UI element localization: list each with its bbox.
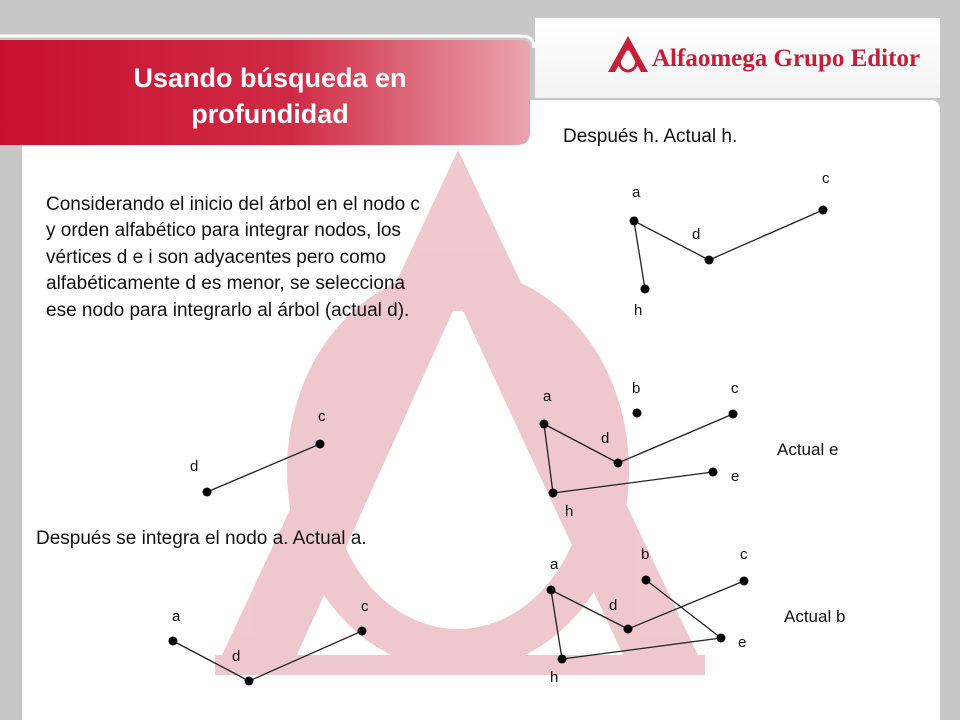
g2-node-a	[169, 637, 178, 646]
g4-label-h: h	[565, 503, 574, 520]
g5-label-b: b	[641, 546, 650, 563]
body-line-4: alfabéticamente d es menor, se selecciona	[46, 273, 406, 294]
g4-edge-a-h	[544, 424, 553, 493]
g4-label-e: e	[731, 468, 740, 485]
g3-node-h	[641, 285, 650, 294]
g4-node-b	[633, 409, 642, 418]
g5-node-e	[717, 634, 726, 643]
g2-label-d: d	[232, 648, 241, 665]
body-line-1: Considerando el inicio del árbol en el nodo c	[46, 194, 420, 215]
g4-label-a: a	[543, 388, 552, 405]
graph-nodes	[169, 206, 828, 686]
g3-label-h: h	[634, 302, 643, 319]
g5-node-b	[642, 576, 651, 585]
g2-label-c: c	[361, 598, 369, 615]
g4-node-a	[540, 420, 549, 429]
body-line-5: ese nodo para integrarlo al árbol (actual d).	[46, 300, 410, 321]
caption-after-a: Después se integra el nodo a. Actual a.	[36, 528, 367, 549]
g4-node-e	[709, 468, 718, 477]
graph-edges	[173, 210, 823, 681]
g5-label-a: a	[550, 556, 559, 573]
slide-title-line1: Usando búsqueda en	[133, 63, 407, 93]
g5-node-d	[624, 625, 633, 634]
g5-edge-a-h	[551, 590, 562, 659]
g5-label-d: d	[609, 597, 618, 614]
g5-label-e: e	[738, 634, 747, 651]
g1-node-d	[203, 488, 212, 497]
g1-label-c: c	[318, 408, 326, 425]
g3-node-c	[819, 206, 828, 215]
g2-edge-d-c	[249, 631, 362, 681]
caption-actual-b: Actual b	[784, 607, 846, 626]
g1-node-c	[316, 440, 325, 449]
g4-node-d	[614, 459, 623, 468]
g5-edge-d-c	[628, 581, 744, 629]
g5-node-a	[547, 586, 556, 595]
caption-after-h: Después h. Actual h.	[563, 126, 738, 147]
g4-edge-h-e	[553, 472, 713, 493]
g5-label-h: h	[550, 669, 559, 686]
g4-edge-d-c	[618, 414, 733, 463]
g3-label-d: d	[692, 226, 701, 243]
slide-title-line2: profundidad	[191, 99, 349, 129]
body-line-2: y orden alfabético para integrar nodos, los	[46, 220, 401, 241]
g5-node-h	[558, 655, 567, 664]
g5-node-c	[740, 577, 749, 586]
g5-edge-b-e	[646, 580, 721, 638]
g3-node-d	[705, 256, 714, 265]
g4-label-c: c	[731, 380, 739, 397]
g5-label-c: c	[740, 546, 748, 563]
g2-node-c	[358, 627, 367, 636]
g3-node-a	[630, 217, 639, 226]
g2-node-d	[245, 677, 254, 686]
g4-node-c	[729, 410, 738, 419]
g2-label-a: a	[172, 608, 181, 625]
g4-label-d: d	[601, 430, 610, 447]
body-line-3: vértices d e i son adyacentes pero como	[46, 247, 387, 268]
g3-label-a: a	[632, 184, 641, 201]
g4-label-b: b	[632, 380, 641, 397]
g5-edge-h-e	[562, 638, 721, 659]
g4-node-h	[549, 489, 558, 498]
g3-edge-d-c	[709, 210, 823, 260]
g1-label-d: d	[190, 458, 199, 475]
g3-label-c: c	[822, 170, 830, 187]
brand-name: Alfaomega Grupo Editor	[652, 45, 921, 72]
caption-actual-e: Actual e	[777, 440, 839, 459]
g1-edge-d-c	[207, 444, 320, 492]
g3-edge-h-a	[634, 221, 645, 289]
